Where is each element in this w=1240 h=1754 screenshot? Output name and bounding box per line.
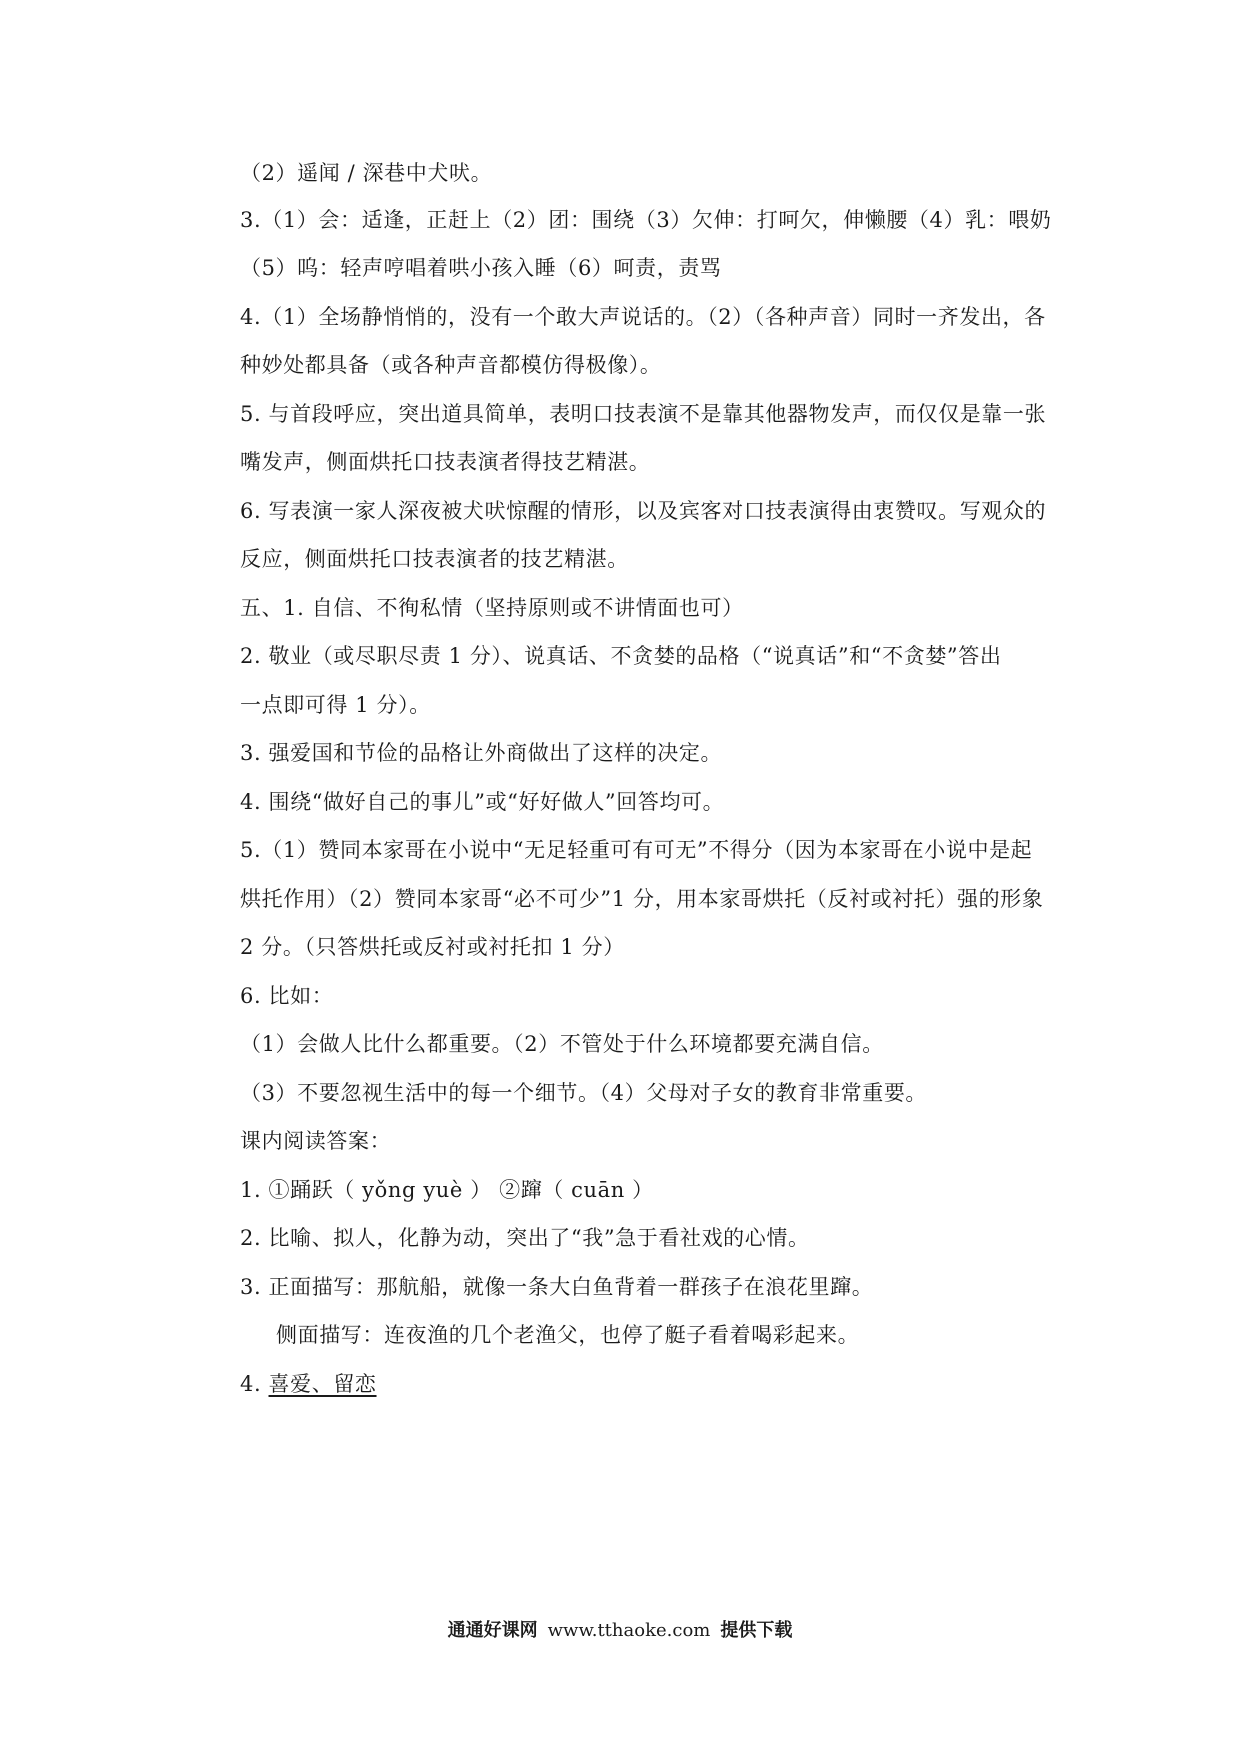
section-heading: 课内阅读答案： bbox=[240, 1129, 392, 1153]
text-line: 一点即可得 1 分）。 bbox=[240, 693, 431, 717]
text-line: 侧面描写：连夜渔的几个老渔父，也停了艇子看着喝彩起来。 bbox=[276, 1323, 860, 1347]
text-line: 3. 强爱国和节俭的品格让外商做出了这样的决定。 bbox=[240, 741, 723, 765]
footer-url: www.tthaoke.com bbox=[547, 1620, 711, 1641]
text-line: 6. 比如： bbox=[240, 984, 334, 1008]
text-line: 5.（1）赞同本家哥在小说中“无足轻重可有可无”不得分（因为本家哥在小说中是起 bbox=[240, 838, 1033, 862]
text-line: 种妙处都具备（或各种声音都模仿得极像）。 bbox=[240, 353, 662, 377]
text-line: 2. 比喻、拟人，化静为动，突出了“我”急于看社戏的心情。 bbox=[240, 1226, 810, 1250]
text-line: 反应，侧面烘托口技表演者的技艺精湛。 bbox=[240, 547, 629, 571]
text-line: 3. 正面描写：那航船，就像一条大白鱼背着一群孩子在浪花里蹿。 bbox=[240, 1275, 874, 1299]
footer-suffix: 提供下载 bbox=[720, 1620, 793, 1641]
footer-site-name: 通通好课网 bbox=[447, 1620, 538, 1641]
text-line: （5）呜：轻声哼唱着哄小孩入睡（6）呵责，责骂 bbox=[240, 256, 722, 280]
underlined-answer: 喜爱、留恋 bbox=[268, 1372, 377, 1396]
text-line: （1）会做人比什么都重要。（2）不管处于什么环境都要充满自信。 bbox=[240, 1032, 884, 1056]
text-line: 1. ①踊跃（ yǒng yuè ） ②蹿（ cuān ） bbox=[240, 1178, 654, 1202]
text-line bbox=[240, 1369, 1060, 1399]
text-line: 5. 与首段呼应，突出道具简单，表明口技表演不是靠其他器物发声，而仅仅是靠一张 bbox=[240, 402, 1047, 426]
text-line: （2）遥闻 / 深巷中犬吠。 bbox=[240, 161, 493, 185]
answer-number: 4. bbox=[240, 1372, 269, 1396]
text-line: 6. 写表演一家人深夜被犬吠惊醒的情形，以及宾客对口技表演得由衷赞叹。写观众的 bbox=[240, 499, 1047, 523]
text-line: 4.（1）全场静悄悄的，没有一个敢大声说话的。（2）（各种声音）同时一齐发出，各 bbox=[240, 305, 1046, 329]
text-line: （3）不要忽视生活中的每一个细节。（4）父母对子女的教育非常重要。 bbox=[240, 1081, 928, 1105]
text-line: 五、1. 自信、不徇私情（坚持原则或不讲情面也可） bbox=[240, 596, 744, 620]
text-line: 烘托作用）（2）赞同本家哥“必不可少”1 分，用本家哥烘托（反衬或衬托）强的形象 bbox=[240, 887, 1044, 911]
text-line: 3.（1）会：适逢，正赶上（2）团：围绕（3）欠伸：打呵欠，伸懒腰（4）乳：喂奶 bbox=[240, 208, 1052, 232]
text-line: 2 分。（只答烘托或反衬或衬托扣 1 分） bbox=[240, 935, 625, 959]
text-line: 2. 敬业（或尽职尽责 1 分）、说真话、不贪婪的品格（“说真话”和“不贪婪”答出 bbox=[240, 644, 1002, 668]
footer bbox=[0, 1616, 1240, 1642]
text-line: 嘴发声，侧面烘托口技表演者得技艺精湛。 bbox=[240, 450, 651, 474]
text-line: 4. 围绕“做好自己的事儿”或“好好做人”回答均可。 bbox=[240, 790, 725, 814]
